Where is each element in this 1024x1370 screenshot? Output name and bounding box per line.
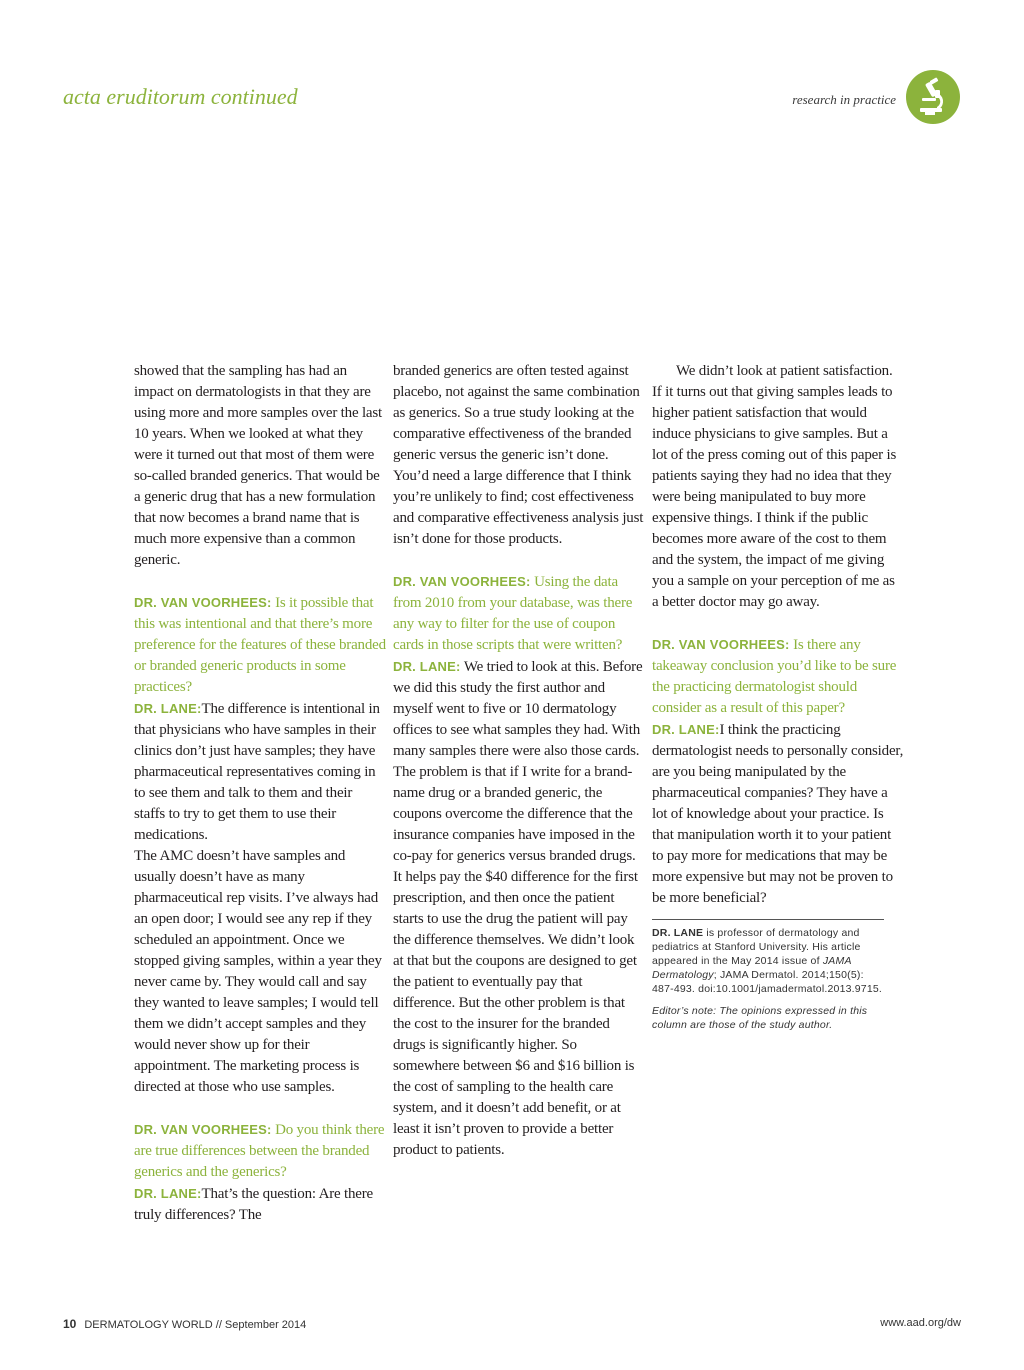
bio-text [652,926,884,996]
interview-question [393,571,645,656]
speaker-label: DR. LANE: [393,659,461,674]
microscope-icon [906,70,960,124]
interview-question [652,634,904,719]
bio-text-2: ; JAMA Dermatol. 2014;150(5): 487-493. doi:10.1001/jamadermatol.2013.9715. [652,969,883,995]
body-paragraph: The AMC doesn’t have samples and usually doesn’t have as many pharmaceutical rep visits. I’ve always had an open door; I would see any rep if they scheduled an appointment. Once we stopped giving samples, within a year they never came by. They would call and say they wanted to leave samples; I would tell them we didn’t accept samples and they would never show up for their appointment. The marketing process is directed at those who use samples. [134,848,382,1095]
speaker-label: DR. VAN VOORHEES: [393,574,531,589]
page-footer [63,1317,306,1331]
column-name: research in practice [792,92,896,107]
page-number: 10 [63,1317,77,1331]
interview-answer [393,656,645,1161]
speaker-label: DR. LANE: [134,1186,202,1201]
body-paragraph: showed that the sampling has had an impact on dermatologists in that they are using more and more samples over the last 10 years. When we looked at what they were it turned out that most of them were so-called branded generics. That would be a generic drug that has a new formulation that now becomes a brand name that is much more expensive than a common generic. [134,363,382,568]
bio-text-1: is professor of dermatology and pediatrics at Stanford University. His article appeared in the May 2014 issue of [652,927,861,967]
section-title: acta eruditorum continued [63,84,298,109]
speaker-label: DR. LANE: [134,701,202,716]
answer-text: That’s the question: Are there truly differences? The [134,1186,373,1223]
article-column-1 [134,361,386,1226]
question-text: Is it possible that this was intentional and that there’s more preference for the features of these branded or branded generic products in some practices? [134,595,386,695]
editor-note: Editor’s note: The opinions expressed in this column are those of the study author. [652,1005,868,1031]
interview-question [134,1119,386,1183]
answer-text: The difference is intentional in that physicians who have samples in their clinics don’t just have samples; they have pharmaceutical representatives coming in to see them and talk to them and their staffs to try to get them to use their medications. [134,701,380,843]
publication-name: DERMATOLOGY WORLD // September 2014 [84,1319,307,1331]
body-paragraph: branded generics are often tested against placebo, not against the same combination as generics. So a true study looking at the comparative effectiveness of the branded generic versus the generic isn’t done. You’d need a large difference that I think you’re unlikely to find; cost effectiveness and comparative effectiveness analysis just isn’t done for those products. [393,363,644,547]
answer-text: We tried to look at this. Before we did this study the first author and myself went to five or 10 dermatology offices to see what samples they had. With many samples there were also those cards. The problem is that if I write for a brand-name drug or a branded generic, the coupons overcome the difference that the insurance companies have imposed in the co-pay for generics versus branded drugs. It helps pay the $40 difference for the first prescription, and then once the patient starts to use the drug the patient will pay the difference themselves. We didn’t look at that but the coupons are designed to get the patient to eventually pay that difference. But the other problem is that the cost to the insurer for the branded drugs is significantly higher. So somewhere between $6 and $16 billion is the cost of sampling to the health care system, and it doesn’t add benefit, or at least it isn’t proven to provide a better product to patients. [393,659,643,1158]
article-column-3 [652,361,904,1032]
interview-answer [134,1183,386,1226]
interview-question [134,592,386,698]
speaker-label: DR. VAN VOORHEES: [134,595,272,610]
author-bio [652,919,884,1032]
body-paragraph: We didn’t look at patient satisfaction. If it turns out that giving samples leads to higher patient satisfaction that would induce physicians to give samples. But a lot of the press coming out of this paper is patients saying they had no idea that they were being manipulated to buy more expensive things. I think if the public becomes more aware of the cost to them and the system, the impact of me giving you a sample on your perception of me as a better doctor may go away. [652,363,897,610]
question-text: Using the data from 2010 from your database, was there any way to filter for the use of coupon cards in those scripts that were written? [393,574,633,653]
question-text: Do you think there are true differences between the branded generics and the generics? [134,1122,385,1180]
interview-answer [134,698,386,846]
answer-text: I think the practicing dermatologist needs to personally consider, are you being manipulated by the pharmaceutical companies? They have a lot of knowledge about your practice. Is that manipulation worth it to your patient to pay more for medications that may be more expensive but may not be proven to be more beneficial? [652,722,904,906]
speaker-label: DR. VAN VOORHEES: [134,1122,272,1137]
interview-answer [652,719,904,909]
bio-journal: JAMA Dermatology [652,955,852,981]
bio-name: DR. LANE [652,927,704,939]
speaker-label: DR. LANE: [652,722,720,737]
speaker-label: DR. VAN VOORHEES: [652,637,790,652]
question-text: Is there any takeaway conclusion you’d like to be sure the practicing dermatologist should consider as a result of this paper? [652,637,897,716]
footer-url[interactable]: www.aad.org/dw [880,1317,961,1329]
article-column-2 [393,361,645,1161]
